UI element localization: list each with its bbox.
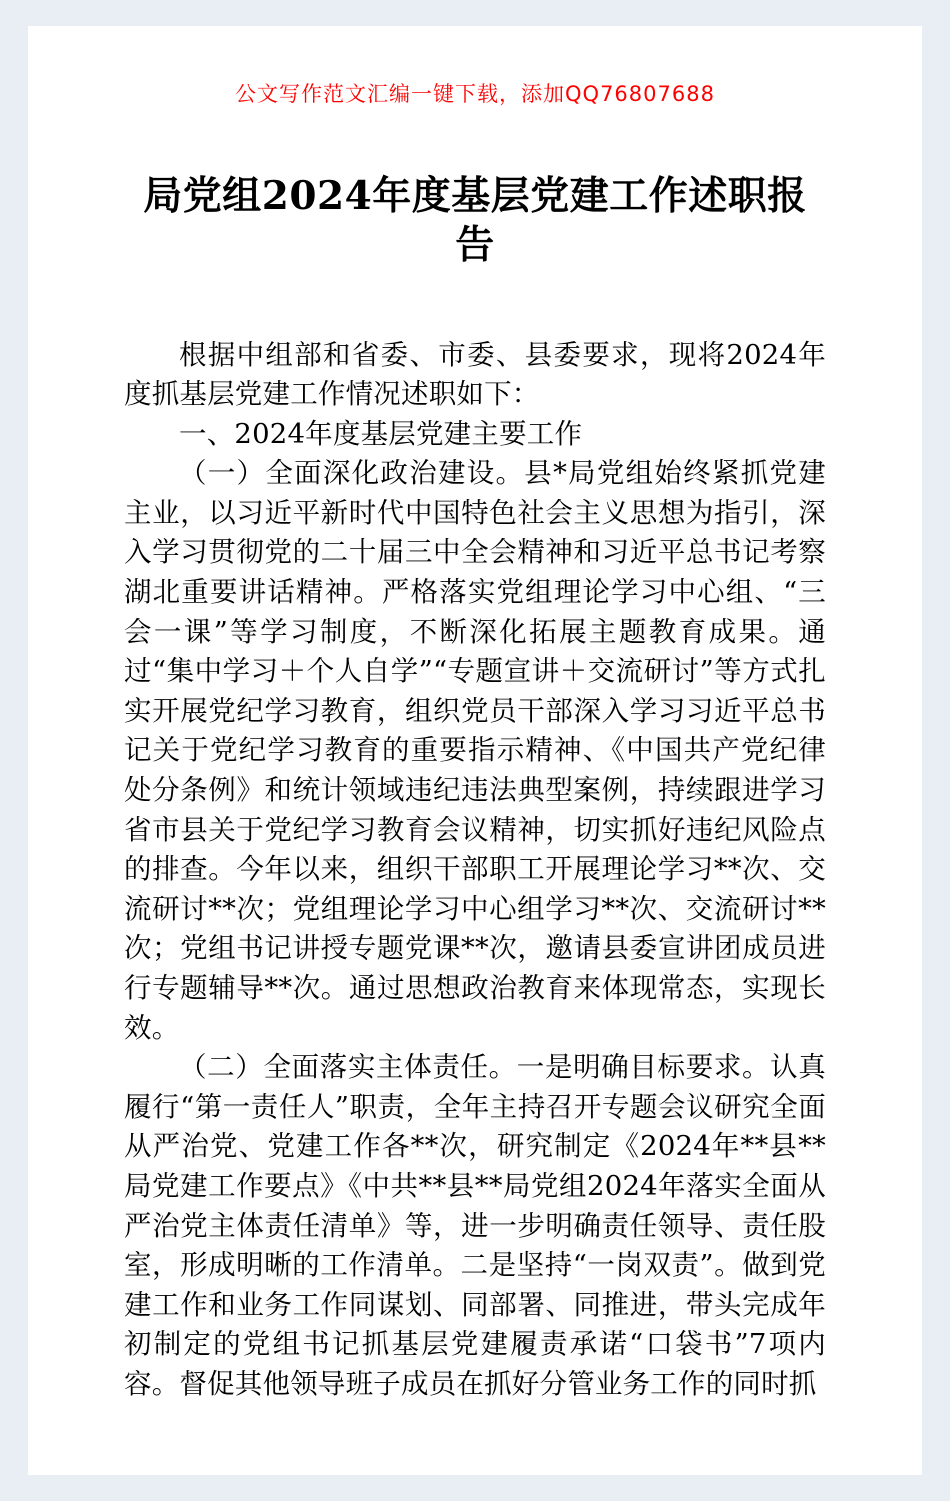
- paragraph-item-1: （一）全面深化政治建设。县*局党组始终紧抓党建主业，以习近平新时代中国特色社会主义思想为指引，深入学习贯彻党的二十届三中全会精神和习近平总书记考察湖北重要讲话精神。严格落实党组理论学习中心组、“三会一课”等学习制度，不断深化拓展主题教育成果。通过“集中学习＋个人自学”“专题宣讲＋交流研讨”等方式扎实开展党纪学习教育，组织党员干部深入学习习近平总书记关于党纪学习教育的重要指示精神、《中国共产党纪律处分条例》和统计领域违纪违法典型案例，持续跟进学习省市县关于党纪学习教育会议精神，切实抓好违纪风险点的排查。今年以来，组织干部职工开展理论学习**次、交流研讨**次；党组理论学习中心组学习**次、交流研讨**次；党组书记讲授专题党课**次，邀请县委宣讲团成员进行专题辅导**次。通过思想政治教育来体现常态，实现长效。: [124, 457, 826, 1044]
- header-notice: 公文写作范文汇编一键下载，添加QQ76807688: [235, 82, 715, 106]
- document-body: [124, 336, 826, 1405]
- paragraph-item-2: （二）全面落实主体责任。一是明确目标要求。认真履行“第一责任人”职责，全年主持召开专题会议研究全面从严治党、党建工作各**次，研究制定《2024年**县**局党建工作要点》《中共**县**局党组2024年落实全面从严治党主体责任清单》等，进一步明确责任领导、责任股室，形成明晰的工作清单。二是坚持“一岗双责”。做到党建工作和业务工作同谋划、同部署、同推进，带头完成年初制定的党组书记抓基层党建履责承诺“口袋书”7项内容。督促其他领导班子成员在抓好分管业务工作的同时抓: [124, 1051, 826, 1400]
- paragraph-section-heading: 一、2024年度基层党建主要工作: [179, 417, 583, 450]
- page-title: 局党组2024年度基层党建工作述职报告: [143, 173, 807, 268]
- paragraph-intro: 根据中组部和省委、市委、县委要求，现将2024年度抓基层党建工作情况述职如下：: [124, 338, 826, 411]
- document-page: [28, 26, 922, 1475]
